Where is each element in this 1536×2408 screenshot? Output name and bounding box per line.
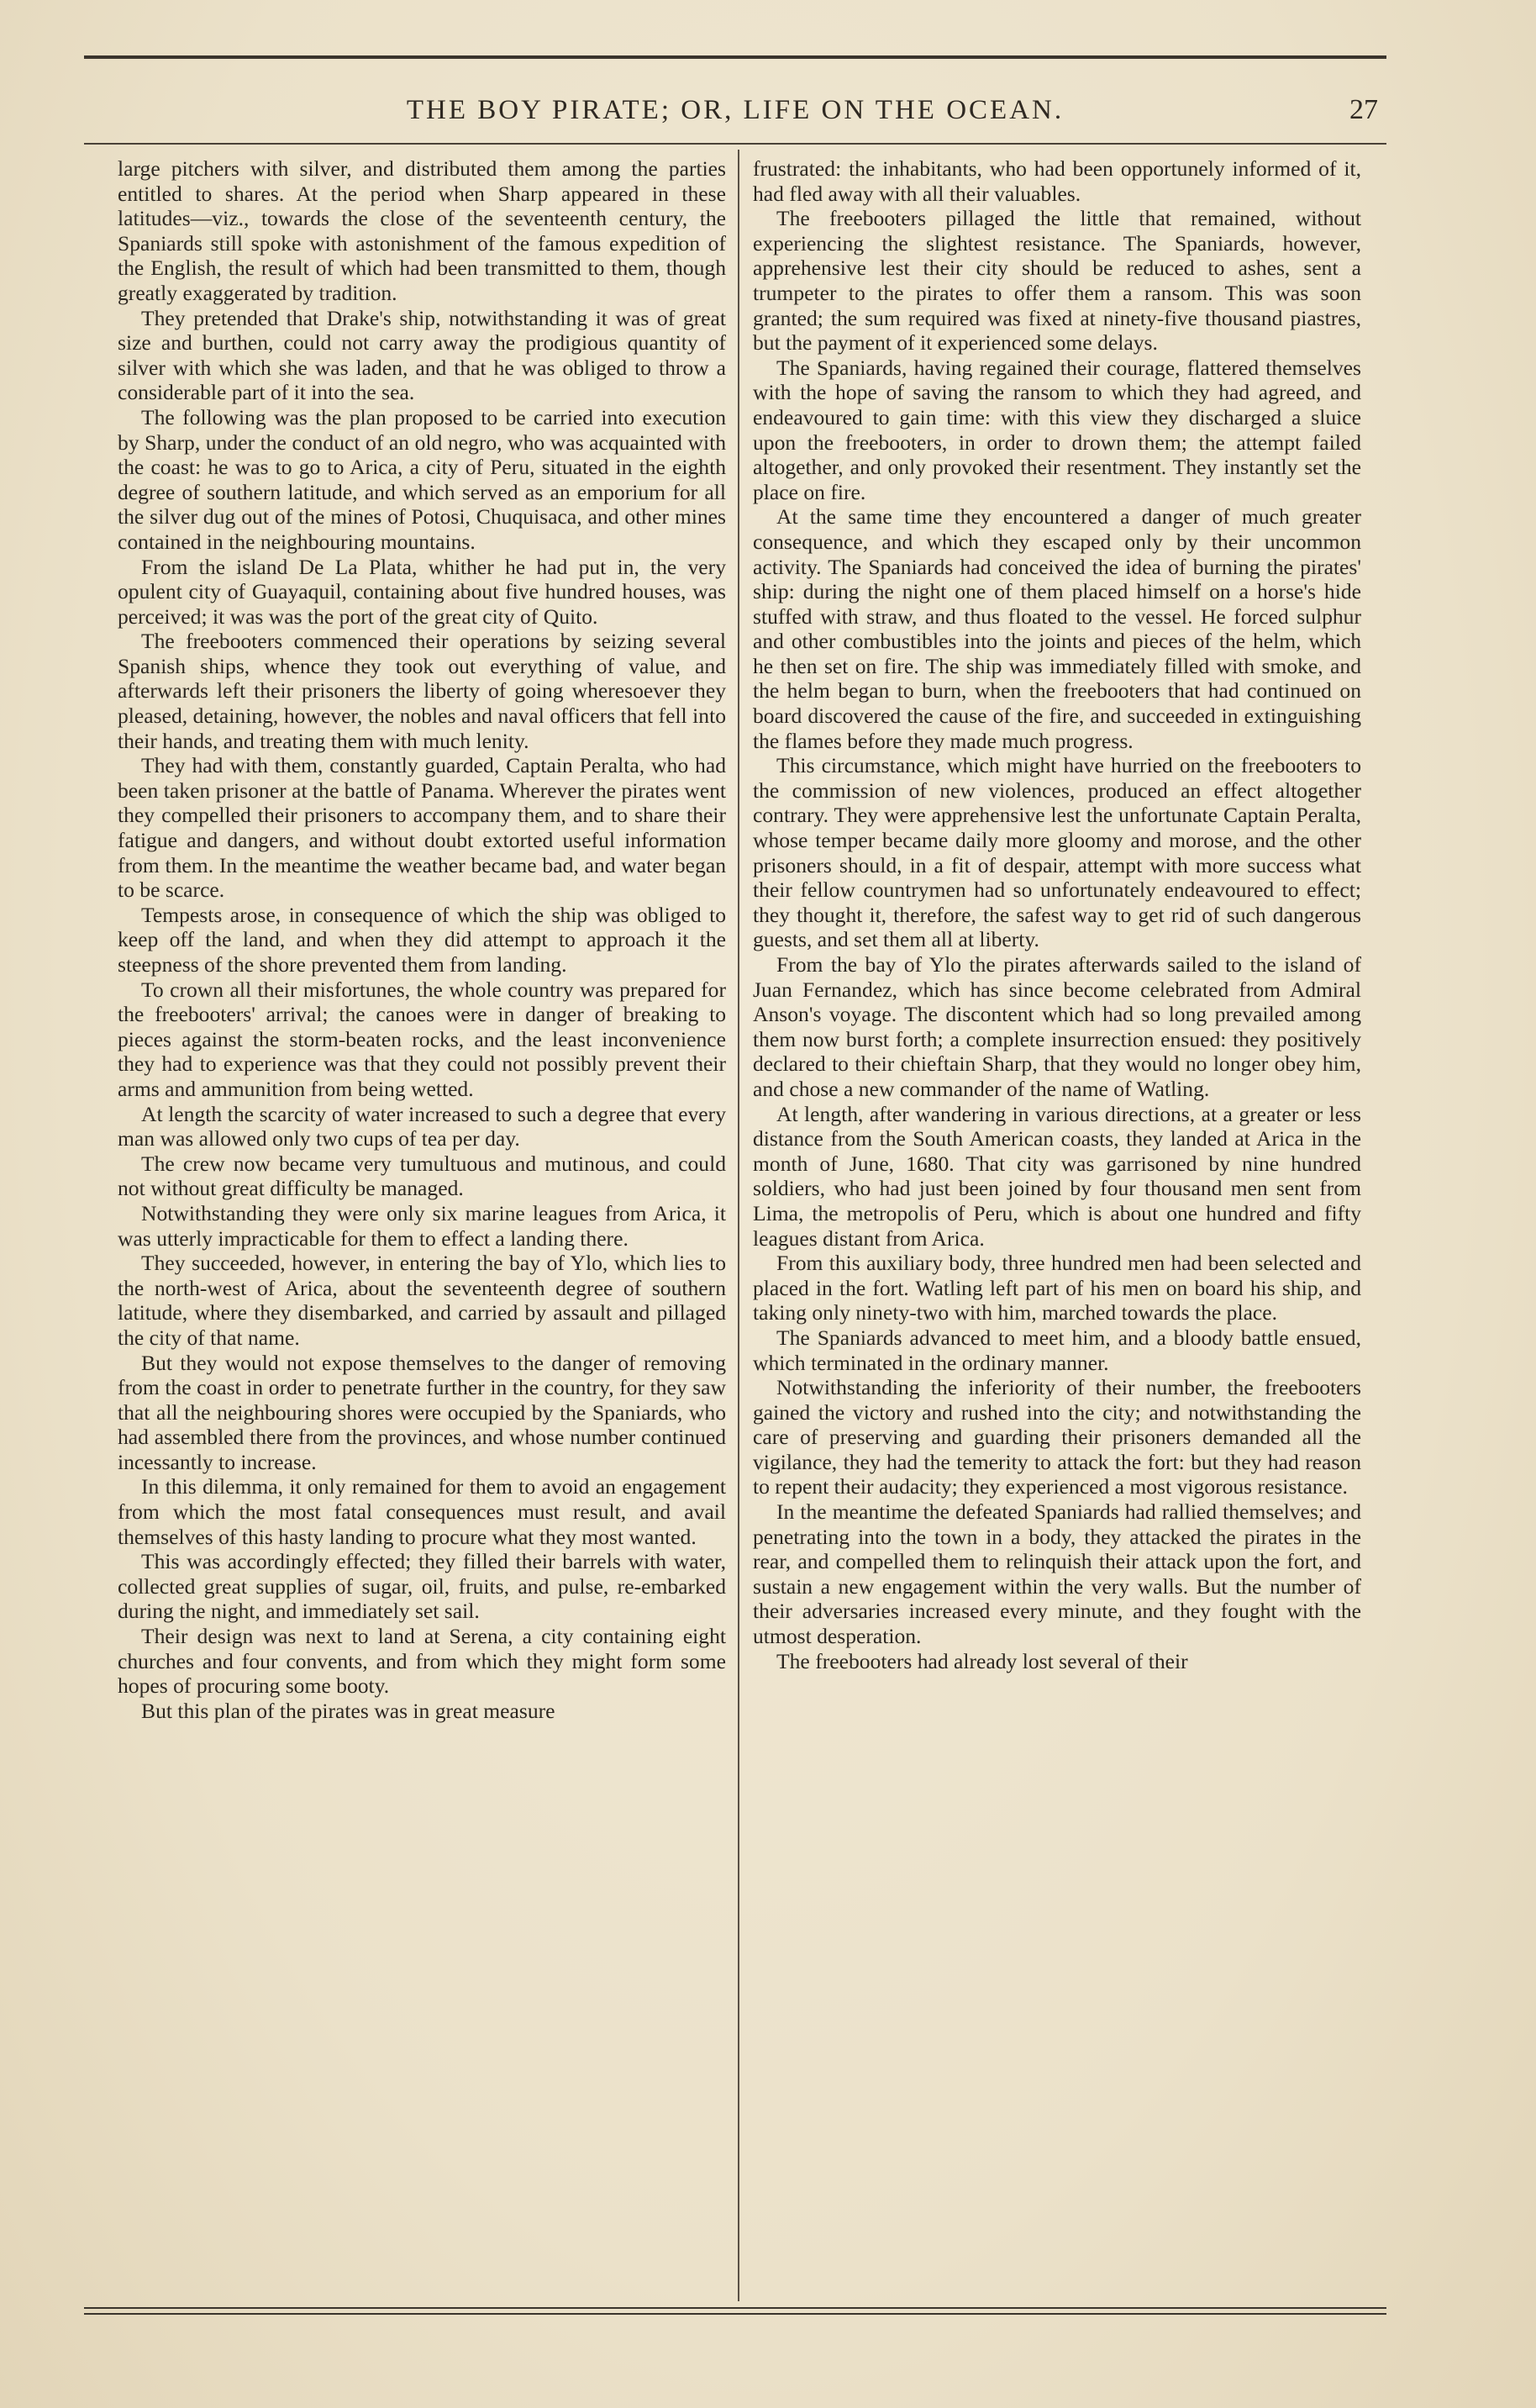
paragraph: The Spaniards advanced to meet him, and a bloody battle ensued, which terminated in the ordinary manner. — [753, 1325, 1361, 1375]
paragraph: From the island De La Plata, whither he had put in, the very opulent city of Guayaquil, containing about five hundred houses, was perceived; it was was the port of the great city of Quito. — [118, 554, 726, 629]
paragraph: From this auxiliary body, three hundred men had been selected and placed in the fort. Watling left part of his men on board his ship, and taking only ninety-two with him, marched towards the place. — [753, 1251, 1361, 1325]
bottom-rule — [84, 2307, 1386, 2309]
bottom-rule-double — [84, 2313, 1386, 2315]
header-rule — [84, 143, 1386, 145]
running-head — [84, 89, 1386, 131]
paragraph: To crown all their misfortunes, the whole country was prepared for the freebooters' arrival; the canoes were in danger of breaking to pieces against the storm-beaten rocks, and the least inconvenience they had to experience was that they could not possibly prevent their arms and ammunition from being wetted. — [118, 977, 726, 1101]
paragraph: In the meantime the defeated Spaniards had rallied themselves; and penetrating into the town in a body, they attacked the pirates in the rear, and compelled them to relinquish their attack upon the fort, and sustain a new engagement within the very walls. But the number of their adversaries increased every minute, and they fought with the utmost desperation. — [753, 1499, 1361, 1649]
paragraph: Tempests arose, in consequence of which the ship was obliged to keep off the land, and when they did attempt to approach it the steepness of the shore prevented them from landing. — [118, 902, 726, 977]
paragraph: large pitchers with silver, and distributed them among the parties entitled to shares. At the period when Sharp appeared in these latitudes—viz., towards the close of the seventeenth century, the Spaniards still spoke with astonishment of the famous expedition of the English, the result of which had been transmitted to them, though greatly exaggerated by tradition. — [118, 156, 726, 305]
left-column — [118, 156, 726, 1723]
paragraph: At the same time they encountered a danger of much greater consequence, and which they escaped only by their uncommon activity. The Spaniards had conceived the idea of burning the pirates' ship: during the night one of them placed himself on a horse's hide stuffed with straw, and thus floated to the vessel. He forced sulphur and other combustibles into the joints and pieces of the helm, which he then set on fire. The ship was immediately filled with smoke, and the helm began to burn, when the freebooters that had continued on board discovered the cause of the fire, and succeeded in extinguishing the flames before they made much progress. — [753, 504, 1361, 753]
paragraph: In this dilemma, it only remained for them to avoid an engagement from which the most fatal consequences must result, and avail themselves of this hasty landing to procure what they most wanted. — [118, 1474, 726, 1549]
paragraph: Their design was next to land at Serena, a city containing eight churches and four convents, and from which they might form some hopes of procuring some booty. — [118, 1624, 726, 1699]
paragraph: But they would not expose themselves to the danger of removing from the coast in order to penetrate further in the country, for they saw that all the neighbouring shores were occupied by the Spaniards, who had assembled there from the provinces, and whose number continued incessantly to increase. — [118, 1350, 726, 1474]
paragraph: frustrated: the inhabitants, who had been opportunely informed of it, had fled away with all their valuables. — [753, 156, 1361, 206]
paragraph: This circumstance, which might have hurried on the freebooters to the commission of new violences, produced an effect altogether contrary. They were apprehensive lest the unfortunate Captain Peralta, whose temper became daily more gloomy and morose, and the other prisoners should, in a fit of despair, attempt with more success what their fellow countrymen had so unfortunately endeavoured to effect; they thought it, therefore, the safest way to get rid of such dangerous guests, and set them all at liberty. — [753, 753, 1361, 952]
paragraph: Notwithstanding they were only six marine leagues from Arica, it was utterly impracticable for them to effect a landing there. — [118, 1200, 726, 1251]
paragraph: At length the scarcity of water increased to such a degree that every man was allowed only two cups of tea per day. — [118, 1101, 726, 1151]
paragraph: At length, after wandering in various directions, at a greater or less distance from the South American coasts, they landed at Arica in the month of June, 1680. That city was garrisoned by nine hundred soldiers, who had just been joined by four thousand men sent from Lima, the metropolis of Peru, which is about one hundred and fifty leagues distant from Arica. — [753, 1101, 1361, 1251]
top-rule — [84, 55, 1386, 59]
paragraph: From the bay of Ylo the pirates afterwards sailed to the island of Juan Fernandez, which has since become celebrated from Admiral Anson's voyage. The discontent which had so long prevailed among them now burst forth; a complete insurrection ensued: they positively declared to their chieftain Sharp, that they would no longer obey him, and chose a new commander of the name of Watling. — [753, 952, 1361, 1101]
paragraph: The Spaniards, having regained their courage, flattered themselves with the hope of saving the ransom to which they had agreed, and endeavoured to gain time: with this view they discharged a sluice upon the freebooters, in order to drown them; the attempt failed altogether, and only provoked their resentment. They instantly set the place on fire. — [753, 355, 1361, 504]
column-divider — [738, 150, 739, 2301]
paragraph: The following was the plan proposed to be carried into execution by Sharp, under the conduct of an old negro, who was acquainted with the coast: he was to go to Arica, a city of Peru, situated in the eighth degree of southern latitude, and which served as an emporium for all the silver dug out of the mines of Potosi, Chuquisaca, and other mines contained in the neighbouring mountains. — [118, 404, 726, 554]
paragraph: The freebooters had already lost several of their — [776, 1648, 1188, 1673]
right-column — [753, 156, 1361, 1673]
paragraph: They had with them, constantly guarded, Captain Peralta, who had been taken prisoner at the battle of Panama. Wherever the pirates went they compelled their prisoners to accompany them, and to share their fatigue and dangers, and without doubt extorted useful information from them. In the meantime the weather became bad, and water began to be scarce. — [118, 753, 726, 903]
running-title: THE BOY PIRATE; OR, LIFE ON THE OCEAN. — [406, 95, 1065, 125]
paragraph: Notwithstanding the inferiority of their number, the freebooters gained the victory and rushed into the city; and notwithstanding the care of preserving and guarding their prisoners demanded all the vigilance, they had the temerity to attack the fort: but they had reason to repent their audacity; they experienced a most vigorous resistance. — [753, 1375, 1361, 1499]
paragraph: But this plan of the pirates was in great measure — [141, 1698, 555, 1723]
page-number: 27 — [1349, 94, 1378, 125]
paragraph: They succeeded, however, in entering the bay of Ylo, which lies to the north-west of Arica, about the seventeenth degree of southern latitude, where they disembarked, and carried by assault and pillaged the city of that name. — [118, 1251, 726, 1350]
paragraph: They pretended that Drake's ship, notwithstanding it was of great size and burthen, could not carry away the prodigious quantity of silver with which she was laden, and that he was obliged to throw a considerable part of it into the sea. — [118, 305, 726, 405]
paragraph: The crew now became very tumultuous and mutinous, and could not without great difficulty be managed. — [118, 1151, 726, 1201]
paragraph: The freebooters commenced their operations by seizing several Spanish ships, whence they took out everything of value, and afterwards left their prisoners the liberty of going wheresoever they pleased, detaining, however, the nobles and naval officers that fell into their hands, and treating them with much lenity. — [118, 629, 726, 753]
paragraph: This was accordingly effected; they filled their barrels with water, collected great supplies of sugar, oil, fruits, and pulse, re-embarked during the night, and immediately set sail. — [118, 1549, 726, 1624]
paragraph: The freebooters pillaged the little that remained, without experiencing the slightest resistance. The Spaniards, however, apprehensive lest their city should be reduced to ashes, sent a trumpeter to the pirates to offer them a ransom. This was soon granted; the sum required was fixed at ninety-five thousand piastres, but the payment of it experienced some delays. — [753, 206, 1361, 356]
